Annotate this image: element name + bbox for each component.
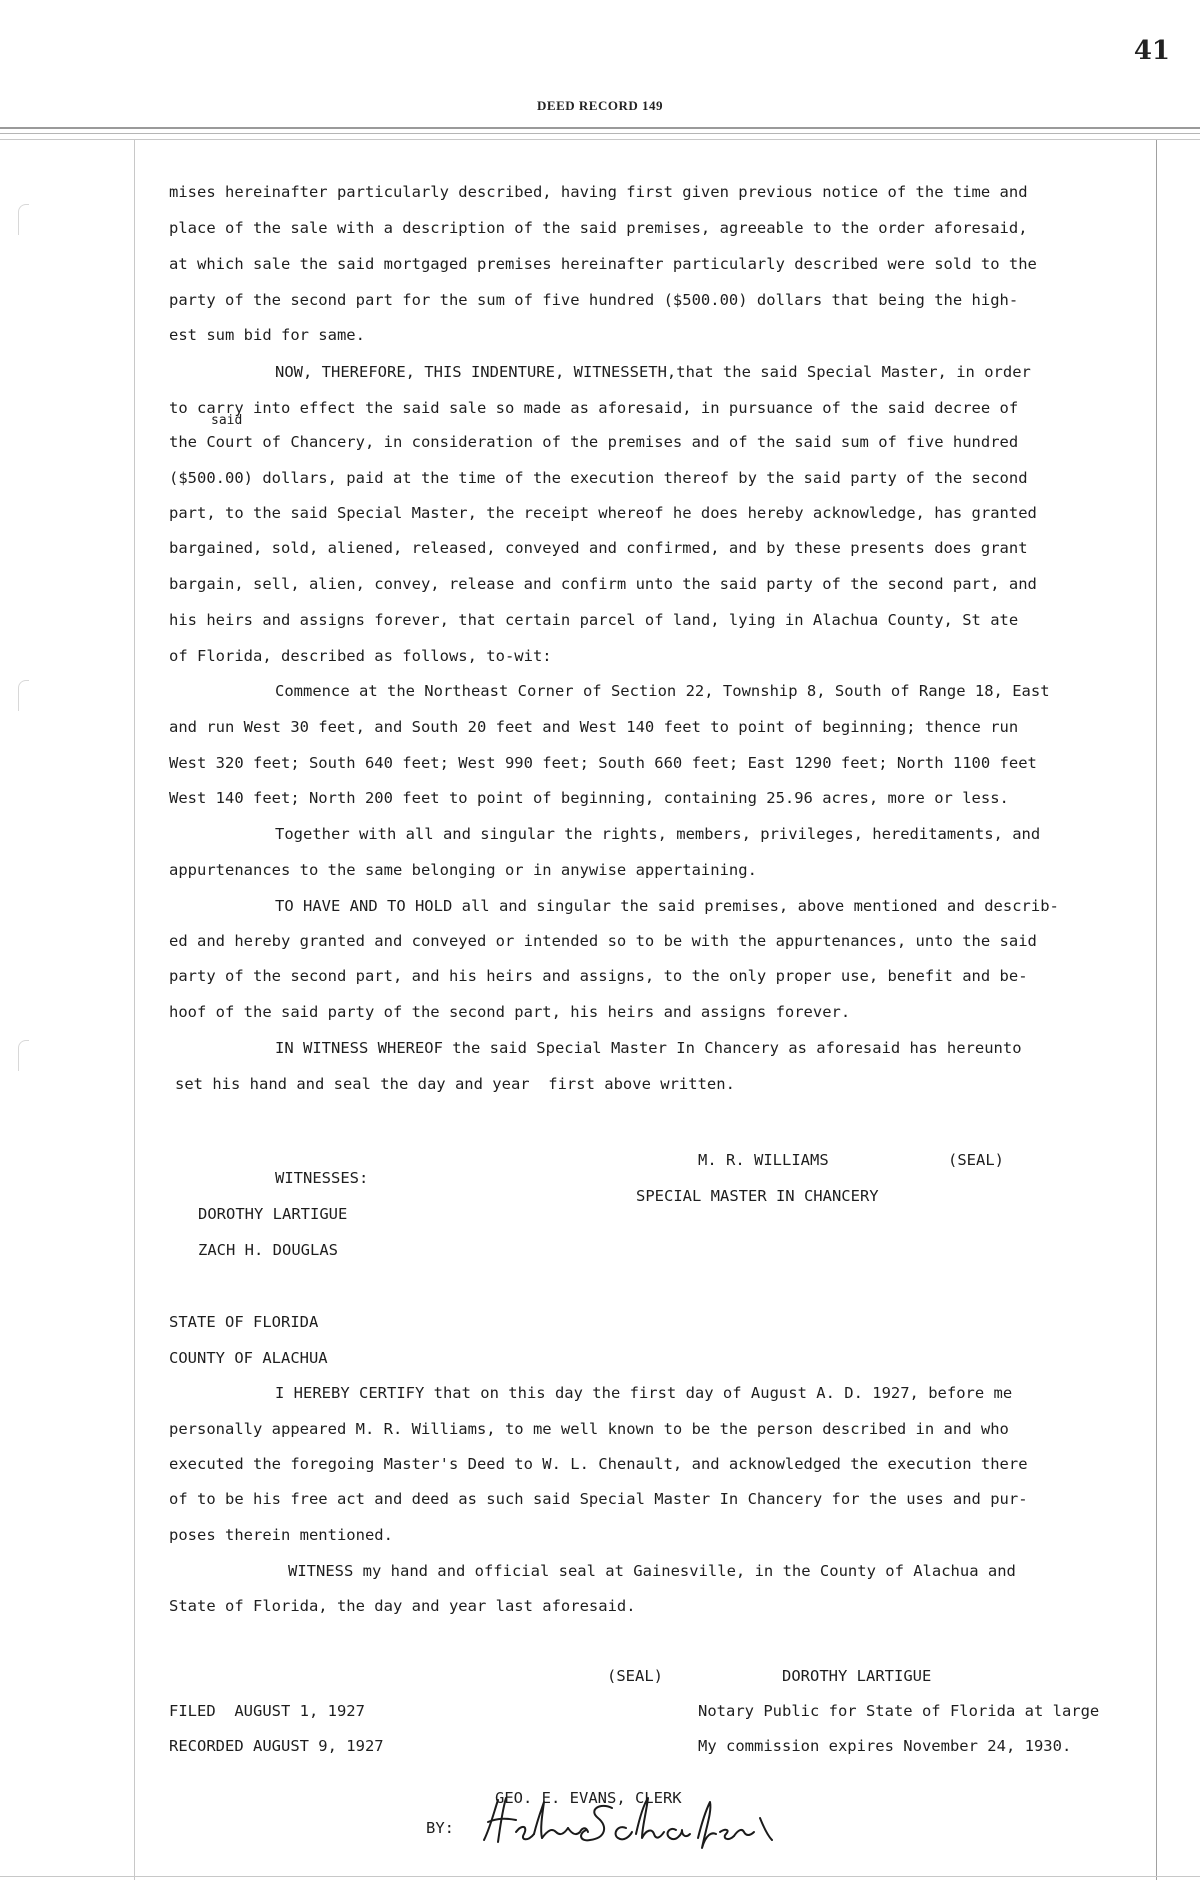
header-rule — [0, 139, 1200, 140]
body-line: personally appeared M. R. Williams, to me well known to be the person described in and who — [169, 1420, 1009, 1438]
interlineation: said — [211, 413, 243, 428]
filed-date: FILED AUGUST 1, 1927 — [169, 1702, 365, 1720]
binding-mark — [18, 1040, 29, 1071]
body-line: WITNESS my hand and official seal at Gainesville, in the County of Alachua and — [288, 1562, 1016, 1580]
body-line: place of the sale with a description of the said premises, agreeable to the order aforesaid, — [169, 219, 1028, 237]
body-line: ed and hereby granted and conveyed or intended so to be with the appurtenances, unto the said — [169, 932, 1037, 950]
body-line: Together with all and singular the rights, members, privileges, hereditaments, and — [275, 825, 1041, 843]
body-line: I HEREBY CERTIFY that on this day the first day of August A. D. 1927, before me — [275, 1384, 1013, 1402]
body-line: party of the second part, and his heirs and assigns, to the only proper use, benefit and be- — [169, 967, 1028, 985]
notary-seal: (SEAL) — [607, 1667, 663, 1685]
clerk-name: GEO. E. EVANS, CLERK — [495, 1789, 682, 1807]
witness-name: DOROTHY LARTIGUE — [198, 1205, 348, 1223]
notary-commission: My commission expires November 24, 1930. — [698, 1737, 1072, 1755]
body-line: NOW, THEREFORE, THIS INDENTURE, WITNESSETH,that the said Special Master, in order — [275, 363, 1031, 381]
body-line: TO HAVE AND TO HOLD all and singular the said premises, above mentioned and describ- — [275, 897, 1059, 915]
deputy-signature — [476, 1788, 776, 1852]
running-head: DEED RECORD 149 — [537, 98, 663, 113]
body-line: the Court of Chancery, in consideration of the premises and of the said sum of five hundred — [169, 433, 1019, 451]
body-line: West 320 feet; South 640 feet; West 990 feet; South 660 feet; East 1290 feet; North 1100 feet — [169, 754, 1037, 772]
venue-county: COUNTY OF ALACHUA — [169, 1349, 328, 1367]
bottom-rule — [0, 1876, 1200, 1877]
binding-mark — [18, 680, 29, 711]
notary-name: DOROTHY LARTIGUE — [782, 1667, 932, 1685]
binding-mark — [18, 204, 29, 235]
header-rule — [0, 127, 1200, 129]
body-line: bargain, sell, alien, convey, release and confirm unto the said party of the second part, and — [169, 575, 1037, 593]
header-rule — [0, 133, 1200, 134]
page-number: 41 — [1133, 36, 1170, 66]
body-line: ($500.00) dollars, paid at the time of the execution thereof by the said party of the second — [169, 469, 1028, 487]
body-line: State of Florida, the day and year last aforesaid. — [169, 1597, 636, 1615]
body-line: set his hand and seal the day and year first above written. — [175, 1075, 735, 1093]
recorded-date: RECORDED AUGUST 9, 1927 — [169, 1737, 384, 1755]
body-line: at which sale the said mortgaged premises hereinafter particularly described were sold to the — [169, 255, 1037, 273]
signer-seal: (SEAL) — [948, 1151, 1004, 1169]
body-line: est sum bid for same. — [169, 326, 365, 344]
by-label: BY: — [426, 1819, 454, 1837]
body-line: party of the second part for the sum of five hundred ($500.00) dollars that being the high- — [169, 291, 1019, 309]
signer-title: SPECIAL MASTER IN CHANCERY — [636, 1187, 879, 1205]
witnesses-heading: WITNESSES: — [275, 1169, 369, 1187]
venue-state: STATE OF FLORIDA — [169, 1313, 319, 1331]
body-line: of to be his free act and deed as such said Special Master In Chancery for the uses and pur- — [169, 1490, 1028, 1508]
witness-name: ZACH H. DOUGLAS — [198, 1241, 338, 1259]
body-line: mises hereinafter particularly described, having first given previous notice of the time and — [169, 183, 1028, 201]
right-margin-rule — [1156, 140, 1157, 1880]
body-line: Commence at the Northeast Corner of Section 22, Township 8, South of Range 18, East — [275, 682, 1050, 700]
body-line: part, to the said Special Master, the receipt whereof he does hereby acknowledge, has granted — [169, 504, 1037, 522]
left-margin-rule — [134, 140, 135, 1880]
body-line: to carry into effect the said sale so made as aforesaid, in pursuance of the said decree of — [169, 399, 1019, 417]
signer-name: M. R. WILLIAMS — [698, 1151, 829, 1169]
body-line: of Florida, described as follows, to-wit: — [169, 647, 552, 665]
body-line: and run West 30 feet, and South 20 feet and West 140 feet to point of beginning; thence run — [169, 718, 1019, 736]
body-line: bargained, sold, aliened, released, conveyed and confirmed, and by these presents does grant — [169, 539, 1028, 557]
body-line: West 140 feet; North 200 feet to point of beginning, containing 25.96 acres, more or less. — [169, 789, 1009, 807]
body-line: IN WITNESS WHEREOF the said Special Master In Chancery as aforesaid has hereunto — [275, 1039, 1022, 1057]
body-line: poses therein mentioned. — [169, 1526, 393, 1544]
body-line: appurtenances to the same belonging or in anywise appertaining. — [169, 861, 757, 879]
body-line: executed the foregoing Master's Deed to W. L. Chenault, and acknowledged the execution there — [169, 1455, 1028, 1473]
body-line: hoof of the said party of the second part, his heirs and assigns forever. — [169, 1003, 851, 1021]
body-line: his heirs and assigns forever, that certain parcel of land, lying in Alachua County, St ate — [169, 611, 1019, 629]
notary-title: Notary Public for State of Florida at large — [698, 1702, 1100, 1720]
